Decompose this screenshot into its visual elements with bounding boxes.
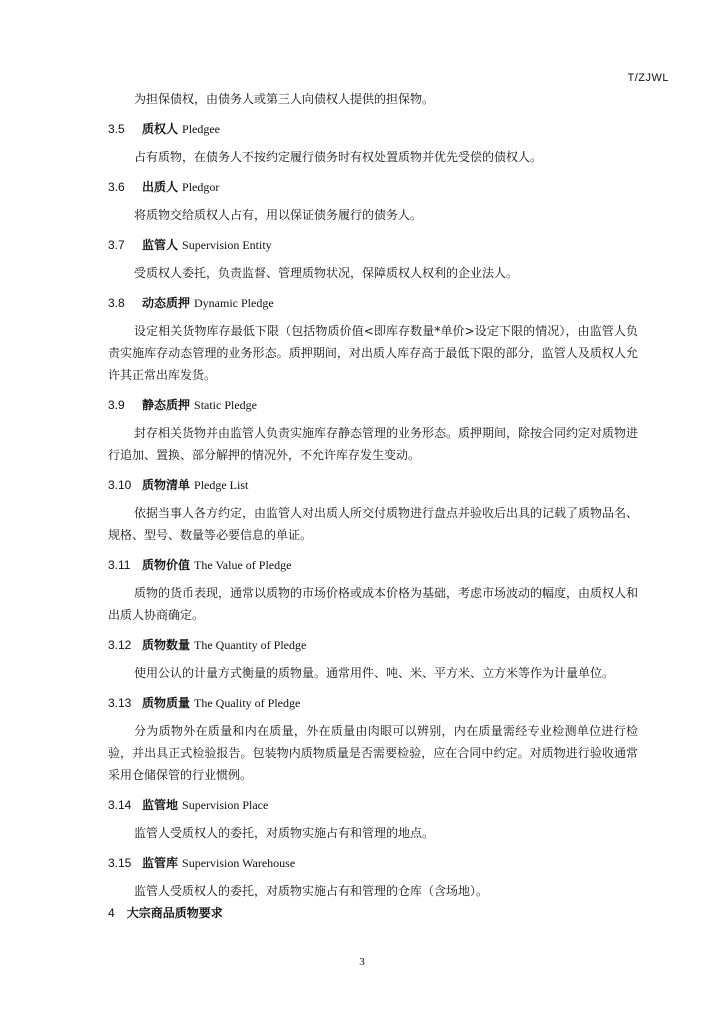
term-english: The Quality of Pledge: [194, 696, 301, 710]
term-chinese: 质物质量: [142, 696, 191, 710]
term-english: The Value of Pledge: [194, 558, 292, 572]
term-number: 3.14: [108, 798, 132, 812]
term-definition: 监管人受质权人的委托，对质物实施占有和管理的地点。: [134, 826, 435, 840]
term-definition: 监管人受质权人的委托，对质物实施占有和管理的仓库（含场地）。: [134, 884, 489, 898]
term-number: 3.7: [108, 238, 125, 252]
document-body: [108, 88, 638, 902]
term-chinese: 质物清单: [142, 478, 191, 492]
term-english: Pledgor: [182, 180, 220, 194]
term-entry: [108, 176, 638, 226]
term-heading: [108, 474, 638, 496]
section-title: 大宗商品质物要求: [126, 906, 223, 920]
term-english: Pledgee: [182, 122, 221, 136]
term-number: 3.8: [108, 296, 125, 310]
term-heading: [108, 692, 638, 714]
term-chinese: 监管人: [142, 238, 179, 252]
term-entry: [108, 852, 638, 902]
term-definition: 使用公认的计量方式衡量的质物量。通常用件、吨、米、平方米、立方米等作为计量单位。: [134, 666, 615, 680]
term-heading: [108, 292, 638, 314]
term-number: 3.5: [108, 122, 125, 136]
term-number: 3.11: [108, 558, 131, 572]
page-number: 3: [359, 956, 365, 968]
term-english: The Quantity of Pledge: [194, 638, 307, 652]
term-definition: 受质权人委托，负责监督、管理质物状况，保障质权人权利的企业法人。: [134, 266, 519, 280]
term-definition: 分为质物外在质量和内在质量，外在质量由肉眼可以辨别，内在质量需经专业检测单位进行检验，并出具正式检验报告。包装物内质物质量是否需要检验，应在合同中约定。对质物进行验收通常采用仓储保管的行业惯例。: [108, 724, 638, 782]
term-english: Supervision Entity: [182, 238, 272, 252]
term-heading: [108, 554, 638, 576]
term-entry: [108, 118, 638, 168]
term-entry: [108, 394, 638, 466]
term-chinese: 质物数量: [142, 638, 191, 652]
term-definition: 将质物交给质权人占有，用以保证债务履行的债务人。: [134, 208, 423, 222]
term-definition: 设定相关货物库存最低下限（包括物质价值<即库存数量*单价>设定下限的情况），由监管人负责实施库存动态管理的业务形态。质押期间，对出质人库存高于最低下限的部分，监管人及质权人允许其正常出库发货。: [108, 324, 638, 382]
term-number: 3.10: [108, 478, 132, 492]
term-number: 3.9: [108, 398, 125, 412]
section-heading: [108, 904, 223, 921]
standard-code: T/ZJWL: [627, 72, 669, 84]
term-entry: [108, 692, 638, 786]
term-entry: [108, 292, 638, 386]
term-heading: [108, 176, 638, 198]
term-entry: [108, 554, 638, 626]
section-number: 4: [108, 906, 115, 920]
term-heading: [108, 394, 638, 416]
term-entry: [108, 474, 638, 546]
term-heading: [108, 118, 638, 140]
term-number: 3.12: [108, 638, 132, 652]
term-chinese: 质权人: [142, 122, 179, 136]
term-entry: [108, 634, 638, 684]
term-chinese: 质物价值: [142, 558, 191, 572]
term-english: Supervision Warehouse: [182, 856, 296, 870]
term-definition: 封存相关货物并由监管人负责实施库存静态管理的业务形态。质押期间，除按合同约定对质物进行追加、置换、部分解押的情况外，不允许库存发生变动。: [108, 426, 639, 462]
term-entry: [108, 794, 638, 844]
term-heading: [108, 852, 638, 874]
term-definition: 依据当事人各方约定，由监管人对出质人所交付质物进行盘点并验收后出具的记载了质物品名、规格、型号、数量等必要信息的单证。: [108, 506, 639, 542]
term-definition: 占有质物，在债务人不按约定履行债务时有权处置质物并优先受偿的债权人。: [134, 150, 543, 164]
term-number: 3.13: [108, 696, 132, 710]
term-chinese: 监管库: [142, 856, 179, 870]
term-number: 3.15: [108, 856, 132, 870]
term-english: Static Pledge: [194, 398, 258, 412]
intro-paragraph: 为担保债权，由债务人或第三人向债权人提供的担保物。: [134, 92, 435, 106]
term-heading: [108, 634, 638, 656]
term-chinese: 静态质押: [142, 398, 191, 412]
term-heading: [108, 234, 638, 256]
term-english: Dynamic Pledge: [194, 296, 274, 310]
term-entry: [108, 234, 638, 284]
term-chinese: 监管地: [142, 798, 179, 812]
term-heading: [108, 794, 638, 816]
term-chinese: 动态质押: [142, 296, 191, 310]
term-number: 3.6: [108, 180, 125, 194]
term-definition: 质物的货币表现，通常以质物的市场价格或成本价格为基础，考虑市场波动的幅度，由质权人和出质人协商确定。: [108, 586, 639, 622]
term-english: Supervision Place: [182, 798, 269, 812]
term-chinese: 出质人: [142, 180, 179, 194]
term-english: Pledge List: [194, 478, 249, 492]
